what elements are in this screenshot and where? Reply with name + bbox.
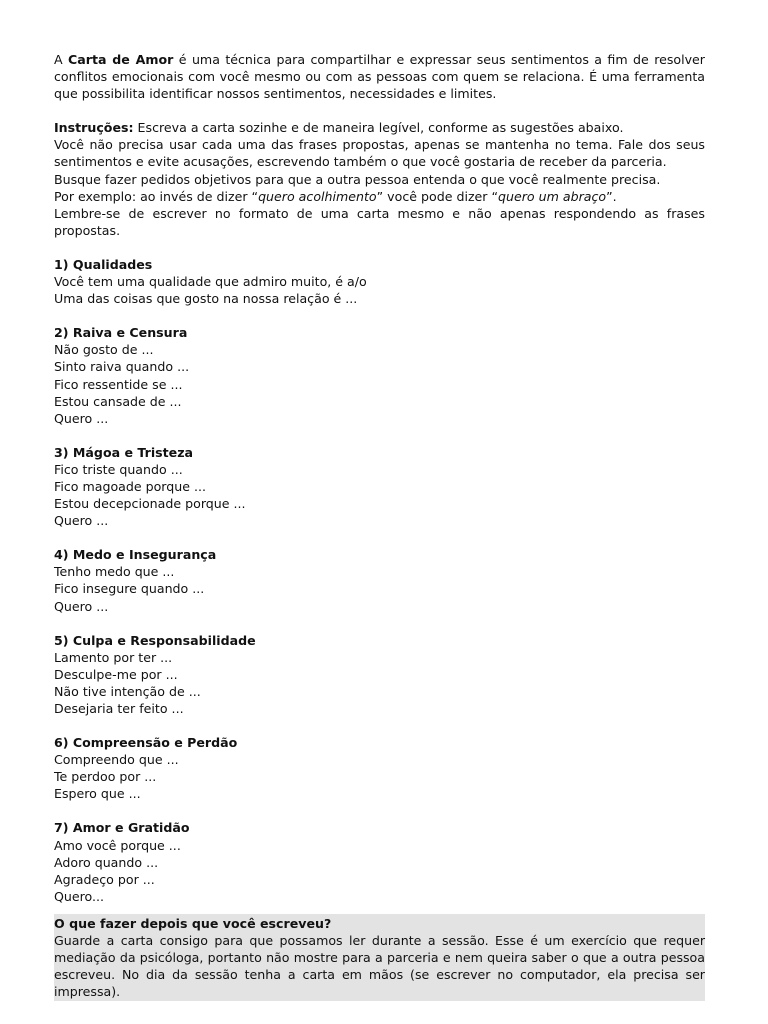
- section-line: Estou decepcionade porque ...: [54, 496, 246, 512]
- example-text-b: ” você pode dizer “: [376, 188, 499, 204]
- section-line: Não gosto de ...: [54, 342, 154, 358]
- example-line: [54, 188, 705, 205]
- section-title: 7) Amor e Gratidão: [54, 820, 190, 836]
- intro-text-b: é uma técnica para compartilhar e expressar seus sentimentos a fim de resolver conflitos emocionais com você mesmo ou com as pessoas com quem se relaciona. É uma ferramenta que possibilita identificar nossos sentimentos, necessidades e limites.: [54, 52, 705, 102]
- section-line: Fico triste quando ...: [54, 461, 183, 477]
- section-line: Quero...: [54, 888, 105, 904]
- section-line: Desculpe-me por ...: [54, 666, 178, 682]
- section-line: Quero ...: [54, 410, 109, 426]
- section-line: Agradeço por ...: [54, 871, 155, 887]
- section: [54, 444, 705, 529]
- intro: [54, 51, 705, 239]
- section-line: Te perdoo por ...: [54, 769, 157, 785]
- section-line: Sinto raiva quando ...: [54, 359, 190, 375]
- example-italic-1: quero acolhimento: [258, 188, 377, 204]
- section-line: Compreendo que ...: [54, 752, 179, 768]
- intro-bold-term: Carta de Amor: [68, 52, 174, 67]
- instructions-text-a: Escreva a carta sozinhe e de maneira legível, conforme as sugestões abaixo.: [133, 120, 624, 136]
- section-line: Tenho medo que ...: [54, 564, 175, 580]
- section-line: Espero que ...: [54, 786, 141, 802]
- instructions-text-c: Busque fazer pedidos objetivos para que a outra pessoa entenda o que você realmente precisa.: [54, 171, 661, 187]
- section-line: Estou cansade de ...: [54, 393, 182, 409]
- intro-text-a: A: [54, 52, 69, 67]
- section-line: Uma das coisas que gosto na nossa relação é ...: [54, 291, 358, 307]
- example-italic-2: quero um abraço: [498, 188, 607, 204]
- instructions-label: Instruções:: [54, 120, 134, 136]
- section-line: Não tive intenção de ...: [54, 683, 201, 699]
- instructions-text-d: Lembre-se de escrever no formato de uma carta mesmo e não apenas respondendo as frases propostas.: [54, 205, 705, 238]
- after-writing-box: [54, 914, 705, 1001]
- section-line: Amo você porque ...: [54, 837, 181, 853]
- instructions-line: [54, 119, 705, 136]
- section: [54, 256, 705, 307]
- section-line: Lamento por ter ...: [54, 649, 173, 665]
- section: [54, 819, 705, 904]
- section-title: 6) Compreensão e Perdão: [54, 735, 238, 751]
- section: [54, 632, 705, 717]
- section-line: Você tem uma qualidade que admiro muito, é a/o: [54, 274, 367, 290]
- section-title: 4) Medo e Insegurança: [54, 547, 217, 563]
- section-title: 1) Qualidades: [54, 256, 153, 272]
- example-text-c: ”.: [606, 188, 617, 204]
- section-line: Fico ressentide se ...: [54, 376, 183, 392]
- section-line: Fico insegure quando ...: [54, 581, 205, 597]
- section-title: 2) Raiva e Censura: [54, 325, 188, 341]
- section-line: Fico magoade porque ...: [54, 478, 206, 494]
- section: [54, 324, 705, 427]
- instructions-text-b: Você não precisa usar cada uma das frases propostas, apenas se mantenha no tema. Fale dos seus sentimentos e evite acusações, escrevendo também o que você gostaria de receber da parceria.: [54, 137, 705, 170]
- after-writing-body: Guarde a carta consigo para que possamos ler durante a sessão. Esse é um exercício que requer mediação da psicóloga, portanto não mostre para a parceria e nem queira saber o que a outra pessoa escreveu. No dia da sessão tenha a carta em mãos (se escrever no computador, ela precisa ser impressa).: [54, 933, 705, 1000]
- document-page: [54, 51, 705, 905]
- section-line: Adoro quando ...: [54, 854, 159, 870]
- section-title: 5) Culpa e Responsabilidade: [54, 632, 256, 648]
- section-title: 3) Mágoa e Tristeza: [54, 444, 194, 460]
- section: [54, 546, 705, 614]
- after-writing-title: O que fazer depois que você escreveu?: [54, 916, 332, 931]
- section-line: Desejaria ter feito ...: [54, 701, 184, 716]
- sections-list: [54, 239, 705, 905]
- section: [54, 734, 705, 802]
- intro-paragraph: [54, 51, 705, 102]
- section-line: Quero ...: [54, 598, 109, 614]
- section-line: Quero ...: [54, 513, 109, 529]
- example-text-a: Por exemplo: ao invés de dizer “: [54, 188, 259, 204]
